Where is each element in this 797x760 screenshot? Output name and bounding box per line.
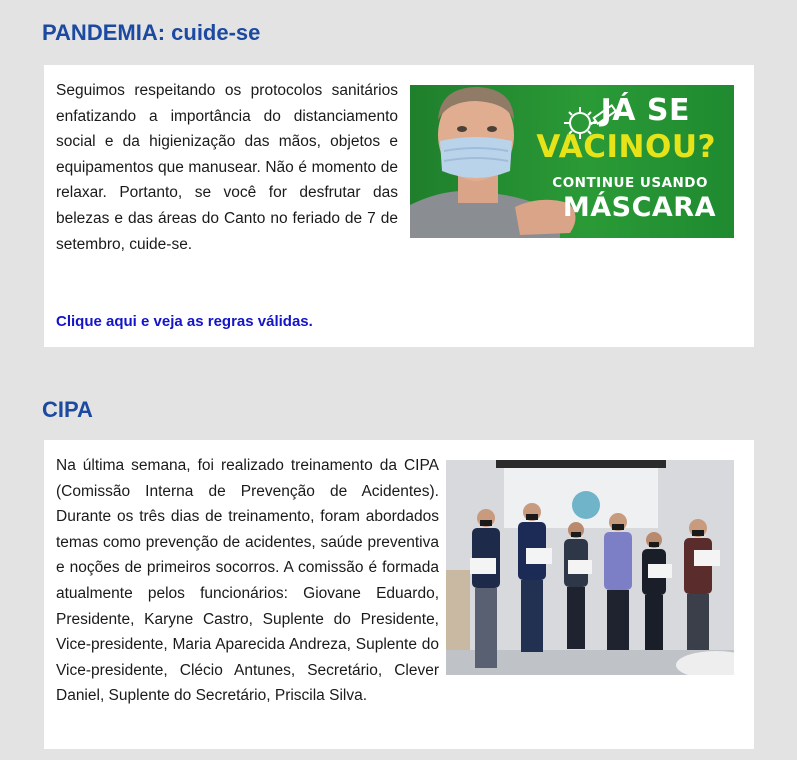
banner-line-4: MÁSCARA <box>562 192 716 223</box>
cipa-body: Na última semana, foi realizado treinamento da CIPA (Comissão Interna de Prevenção de Acidentes). Durante os três dias de treinamento, foram abordados temas como prevenção de acidentes, saúde preventiva e noções de primeiros socorros. A comissão é formada atualmente pelos funcionários: Giovane Eduardo, Presidente, Karyne Castro, Suplente do Presidente, Vice-presidente, Maria Aparecida Andreza, Suplente do Vice-presidente, Clécio Antunes, Secretário, Clever Daniel, Suplente do Secretário, Priscila Silva. <box>56 457 439 705</box>
cipa-group-illustration <box>446 460 734 675</box>
cipa-title: CIPA <box>42 397 93 422</box>
cipa-group-photo[interactable] <box>446 460 734 675</box>
cipa-card <box>44 440 754 749</box>
banner-line-1: JÁ SE <box>600 93 690 128</box>
pandemia-title: PANDEMIA: cuide-se <box>42 20 261 45</box>
banner-line-3: CONTINUE USANDO <box>552 175 708 191</box>
vaccine-banner[interactable] <box>410 85 734 238</box>
pandemia-card <box>44 65 754 347</box>
pandemia-body: Seguimos respeitando os protocolos sanitários enfatizando a importância do distanciamento social e da higienização das mãos, objetos e equipamentos que manusear. Não é momento de relaxar. Portanto, se você for desfrutar das belezas e das áreas do Canto no feriado de 7 de setembro, cuide-se. <box>56 82 398 253</box>
banner-line-2: VACINOU? <box>536 129 716 165</box>
regras-link[interactable]: Clique aqui e veja as regras válidas. <box>56 313 313 330</box>
